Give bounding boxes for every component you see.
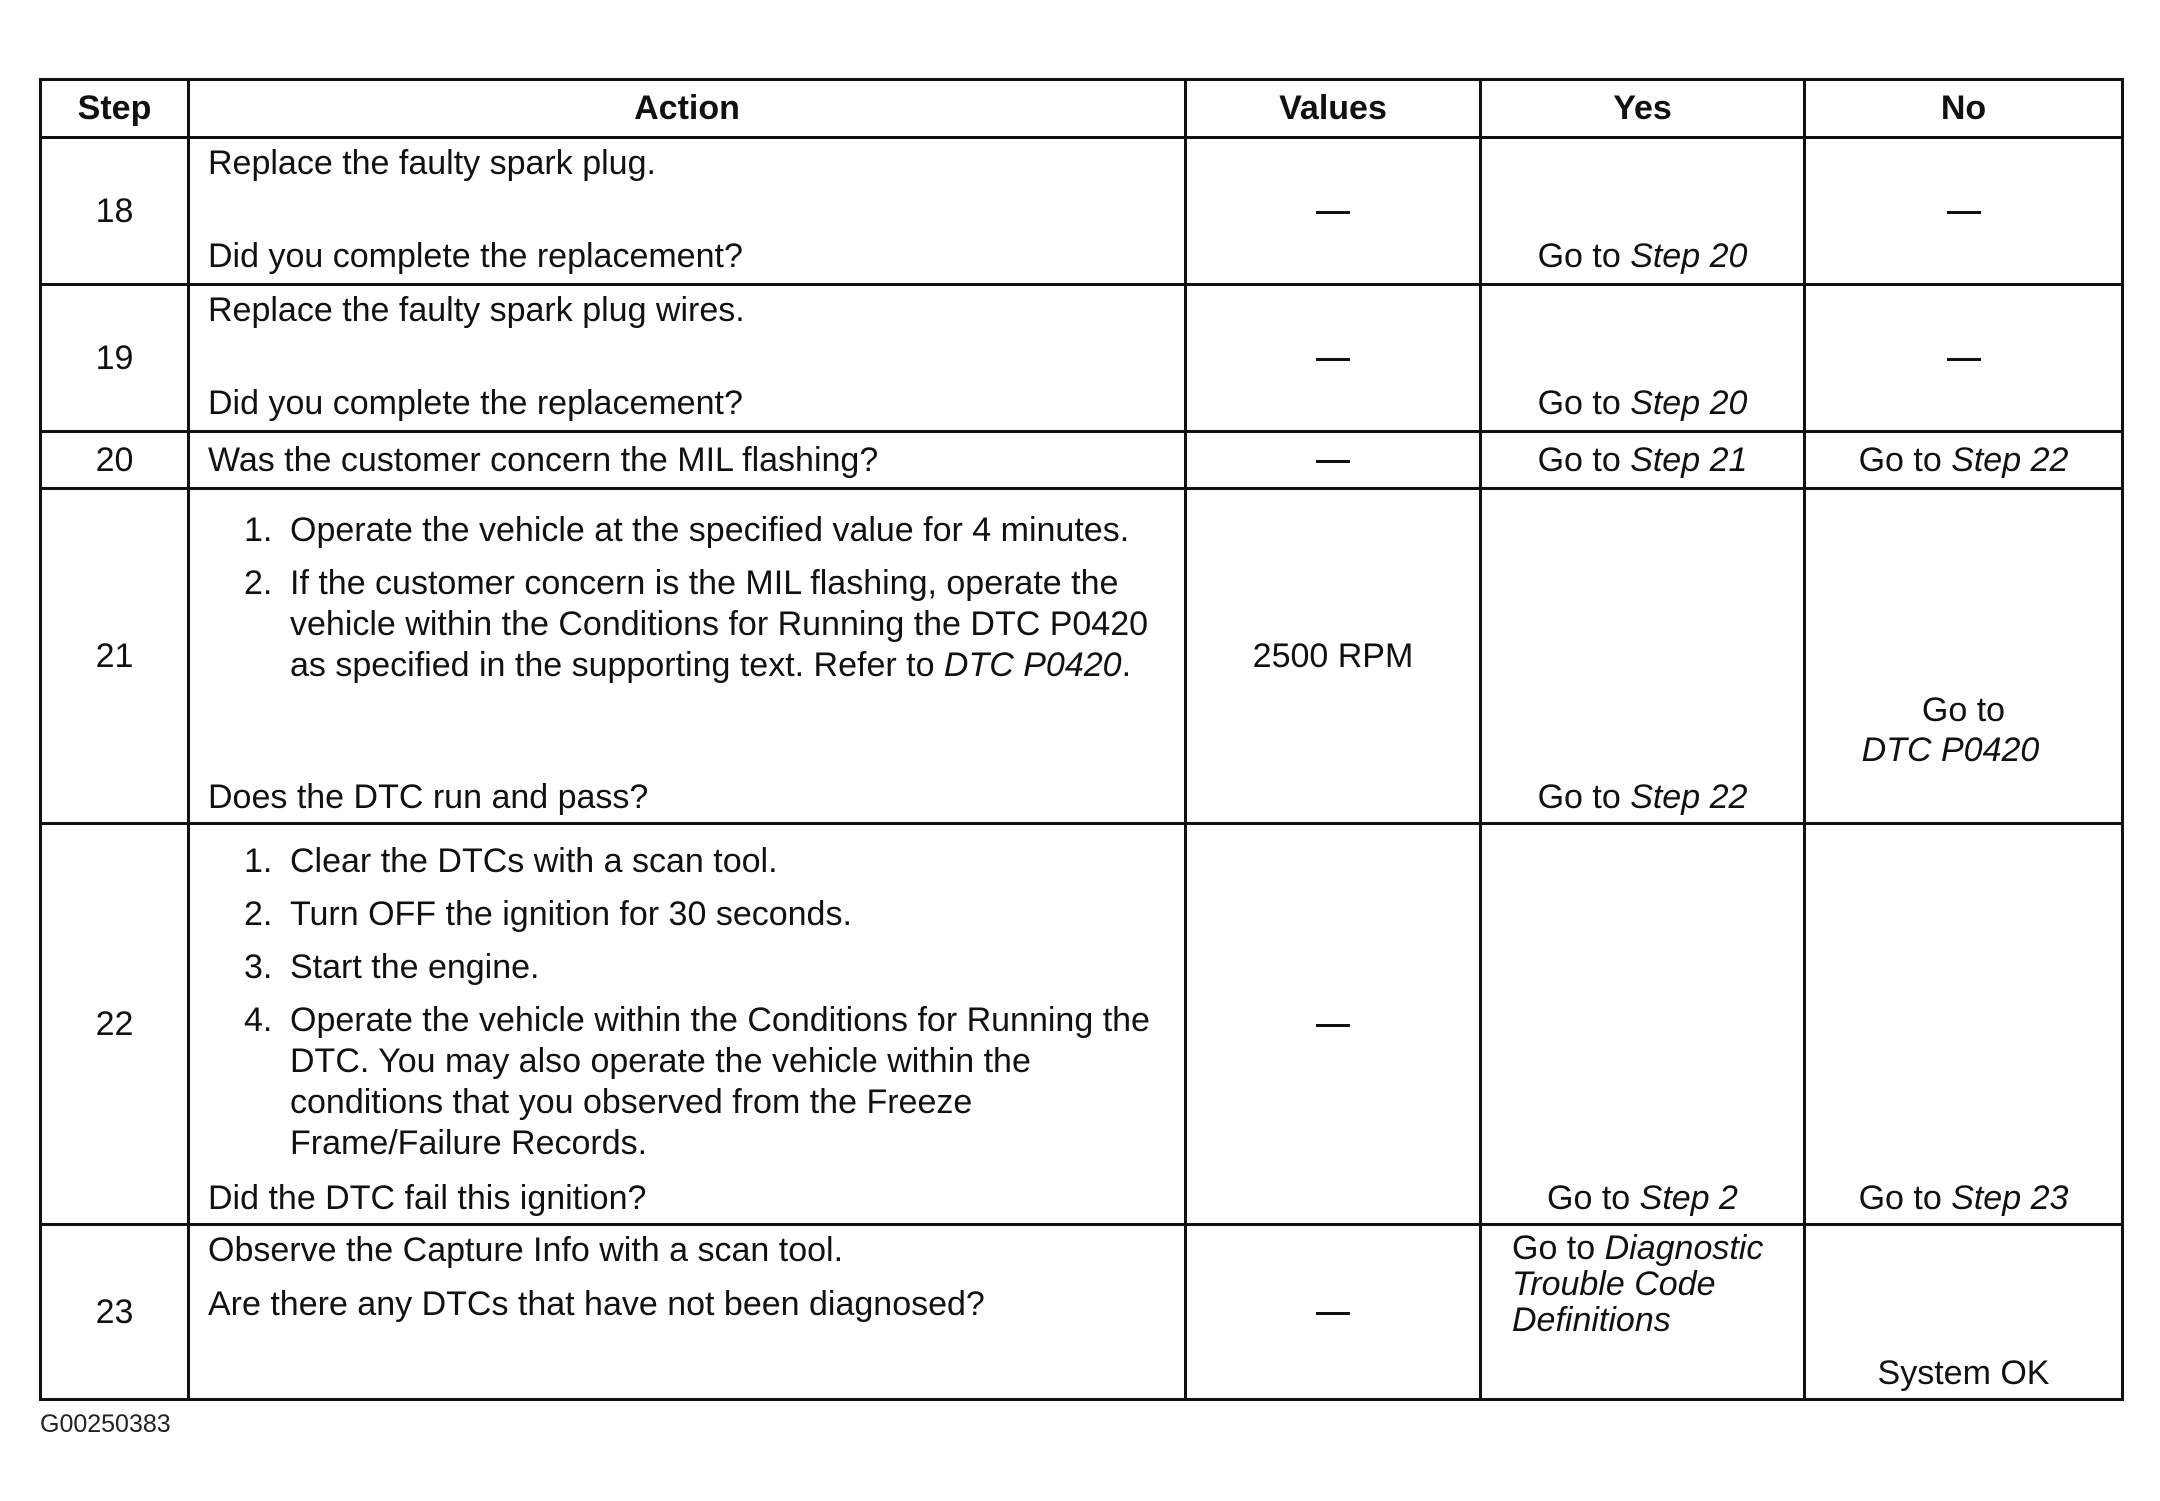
goto-prefix: Go to <box>1512 1229 1605 1267</box>
goto-prefix: Go to <box>1537 237 1631 275</box>
goto-link[interactable]: Step 2 <box>1639 1179 1738 1217</box>
dash-mark <box>1316 1024 1350 1027</box>
step-number: 19 <box>41 285 189 432</box>
list-item: 2. If the customer concern is the MIL flashing, operate the vehicle within the Conditions for Running the DTC P0420 as specified in the supporting text. Refer to DTC P0420. <box>244 564 1149 684</box>
step-number: 20 <box>41 432 189 489</box>
yes-goto <box>1482 383 1803 424</box>
action-question: Did you complete the replacement? <box>208 384 743 422</box>
doc-link[interactable]: DTC P0420 <box>943 646 1122 684</box>
substep-text: Operate the vehicle within the Conditions for Running the DTC. You may also operate the vehicle within the conditions that you observed from the Freeze Frame/Failure Records. <box>290 1001 1150 1162</box>
yes-goto <box>1512 1230 1795 1338</box>
action-cell <box>189 432 1186 489</box>
figure-id: G00250383 <box>40 1410 171 1438</box>
goto-link[interactable]: Diagnostic Trouble Code Definitions <box>1512 1229 1764 1339</box>
no-cell <box>1805 285 2123 432</box>
action-cell <box>189 138 1186 285</box>
action-instruction: Replace the faulty spark plug. <box>208 144 656 182</box>
yes-cell <box>1481 285 1805 432</box>
list-item: 1. Clear the DTCs with a scan tool. <box>244 842 778 880</box>
table-row <box>41 432 2123 489</box>
table-row <box>41 138 2123 285</box>
yes-goto <box>1482 777 1803 818</box>
yes-cell <box>1481 432 1805 489</box>
goto-link[interactable]: Step 23 <box>1951 1179 2069 1217</box>
substep-text: Turn OFF the ignition for 30 seconds. <box>290 895 852 933</box>
list-item: 3. Start the engine. <box>244 948 540 986</box>
goto-link[interactable]: Step 20 <box>1630 384 1748 422</box>
list-item: 1. Operate the vehicle at the specified value for 4 minutes. <box>244 511 1130 549</box>
action-question: Did you complete the replacement? <box>208 237 743 275</box>
dash-mark <box>1316 211 1350 214</box>
yes-cell <box>1481 824 1805 1225</box>
table-row <box>41 285 2123 432</box>
no-cell <box>1805 138 2123 285</box>
action-question: Was the customer concern the MIL flashing? <box>208 440 879 479</box>
no-goto <box>1806 1178 2121 1219</box>
step-number: 21 <box>41 489 189 824</box>
no-cell <box>1805 1225 2123 1400</box>
list-item: 4. Operate the vehicle within the Conditions for Running the DTC. You may also operate the vehicle within the conditions that you observed from the Freeze Frame/Failure Records. <box>244 1001 1150 1162</box>
goto-link[interactable]: Step 20 <box>1630 237 1748 275</box>
yes-cell <box>1481 138 1805 285</box>
substep-list <box>208 490 1166 686</box>
header-step: Step <box>41 80 189 138</box>
yes-cell <box>1481 1225 1805 1400</box>
values-cell <box>1186 285 1481 432</box>
dash-mark <box>1947 358 1981 361</box>
table-row <box>41 1225 2123 1400</box>
yes-cell <box>1481 489 1805 824</box>
goto-prefix: Go to <box>1547 1179 1640 1217</box>
values-cell <box>1186 432 1481 489</box>
goto-prefix: Go to <box>1921 691 2006 729</box>
goto-prefix: Go to <box>1537 384 1631 422</box>
no-result: System OK <box>1877 1354 2050 1392</box>
header-values: Values <box>1186 80 1481 138</box>
action-cell <box>189 285 1186 432</box>
list-item: 2. Turn OFF the ignition for 30 seconds. <box>244 895 852 933</box>
action-instruction: Replace the faulty spark plug wires. <box>208 291 745 329</box>
values-cell <box>1186 138 1481 285</box>
substep-text: Clear the DTCs with a scan tool. <box>290 842 778 880</box>
action-instruction: Observe the Capture Info with a scan tool. <box>208 1231 844 1269</box>
dash-mark <box>1316 460 1350 463</box>
substep-text: Start the engine. <box>290 948 540 986</box>
goto-prefix: Go to <box>1858 440 1952 479</box>
goto-link[interactable]: Step 21 <box>1630 440 1748 479</box>
no-cell <box>1805 824 2123 1225</box>
values-cell <box>1186 1225 1481 1400</box>
substep-list <box>208 825 1166 1164</box>
action-cell <box>189 1225 1186 1400</box>
no-cell <box>1805 489 2123 824</box>
table-row <box>41 824 2123 1225</box>
yes-goto <box>1482 236 1803 277</box>
substep-text: If the customer concern is the MIL flashing, operate the vehicle within the Conditions for Running the DTC P0420 as specified in the supporting text. Refer to <box>290 564 1149 684</box>
action-question: Did the DTC fail this ignition? <box>208 1179 647 1217</box>
no-goto <box>1806 690 2121 770</box>
goto-prefix: Go to <box>1858 1179 1952 1217</box>
dash-mark <box>1316 1312 1350 1315</box>
goto-prefix: Go to <box>1537 778 1631 816</box>
action-question: Does the DTC run and pass? <box>208 778 649 816</box>
substep-end: . <box>1121 646 1132 684</box>
dash-mark <box>1947 211 1981 214</box>
header-yes: Yes <box>1481 80 1805 138</box>
yes-goto <box>1538 441 1748 479</box>
step-number: 23 <box>41 1225 189 1400</box>
substep-text: Operate the vehicle at the specified value for 4 minutes. <box>290 511 1130 549</box>
header-action: Action <box>189 80 1186 138</box>
header-no: No <box>1805 80 2123 138</box>
action-question: Are there any DTCs that have not been diagnosed? <box>208 1285 985 1323</box>
action-cell <box>189 824 1186 1225</box>
table-row <box>41 489 2123 824</box>
goto-link[interactable]: Step 22 <box>1951 440 2069 479</box>
goto-prefix: Go to <box>1537 440 1631 479</box>
header-row <box>41 80 2123 138</box>
goto-link[interactable]: Step 22 <box>1630 778 1748 816</box>
values-cell <box>1186 824 1481 1225</box>
action-cell <box>189 489 1186 824</box>
yes-goto <box>1482 1178 1803 1219</box>
step-number: 18 <box>41 138 189 285</box>
step-number: 22 <box>41 824 189 1225</box>
no-cell <box>1805 432 2123 489</box>
no-goto <box>1859 441 2069 479</box>
diagnostic-table <box>39 78 2124 1401</box>
goto-link[interactable]: DTC P0420 <box>1861 731 2040 769</box>
dash-mark <box>1316 358 1350 361</box>
values-cell: 2500 RPM <box>1186 489 1481 824</box>
